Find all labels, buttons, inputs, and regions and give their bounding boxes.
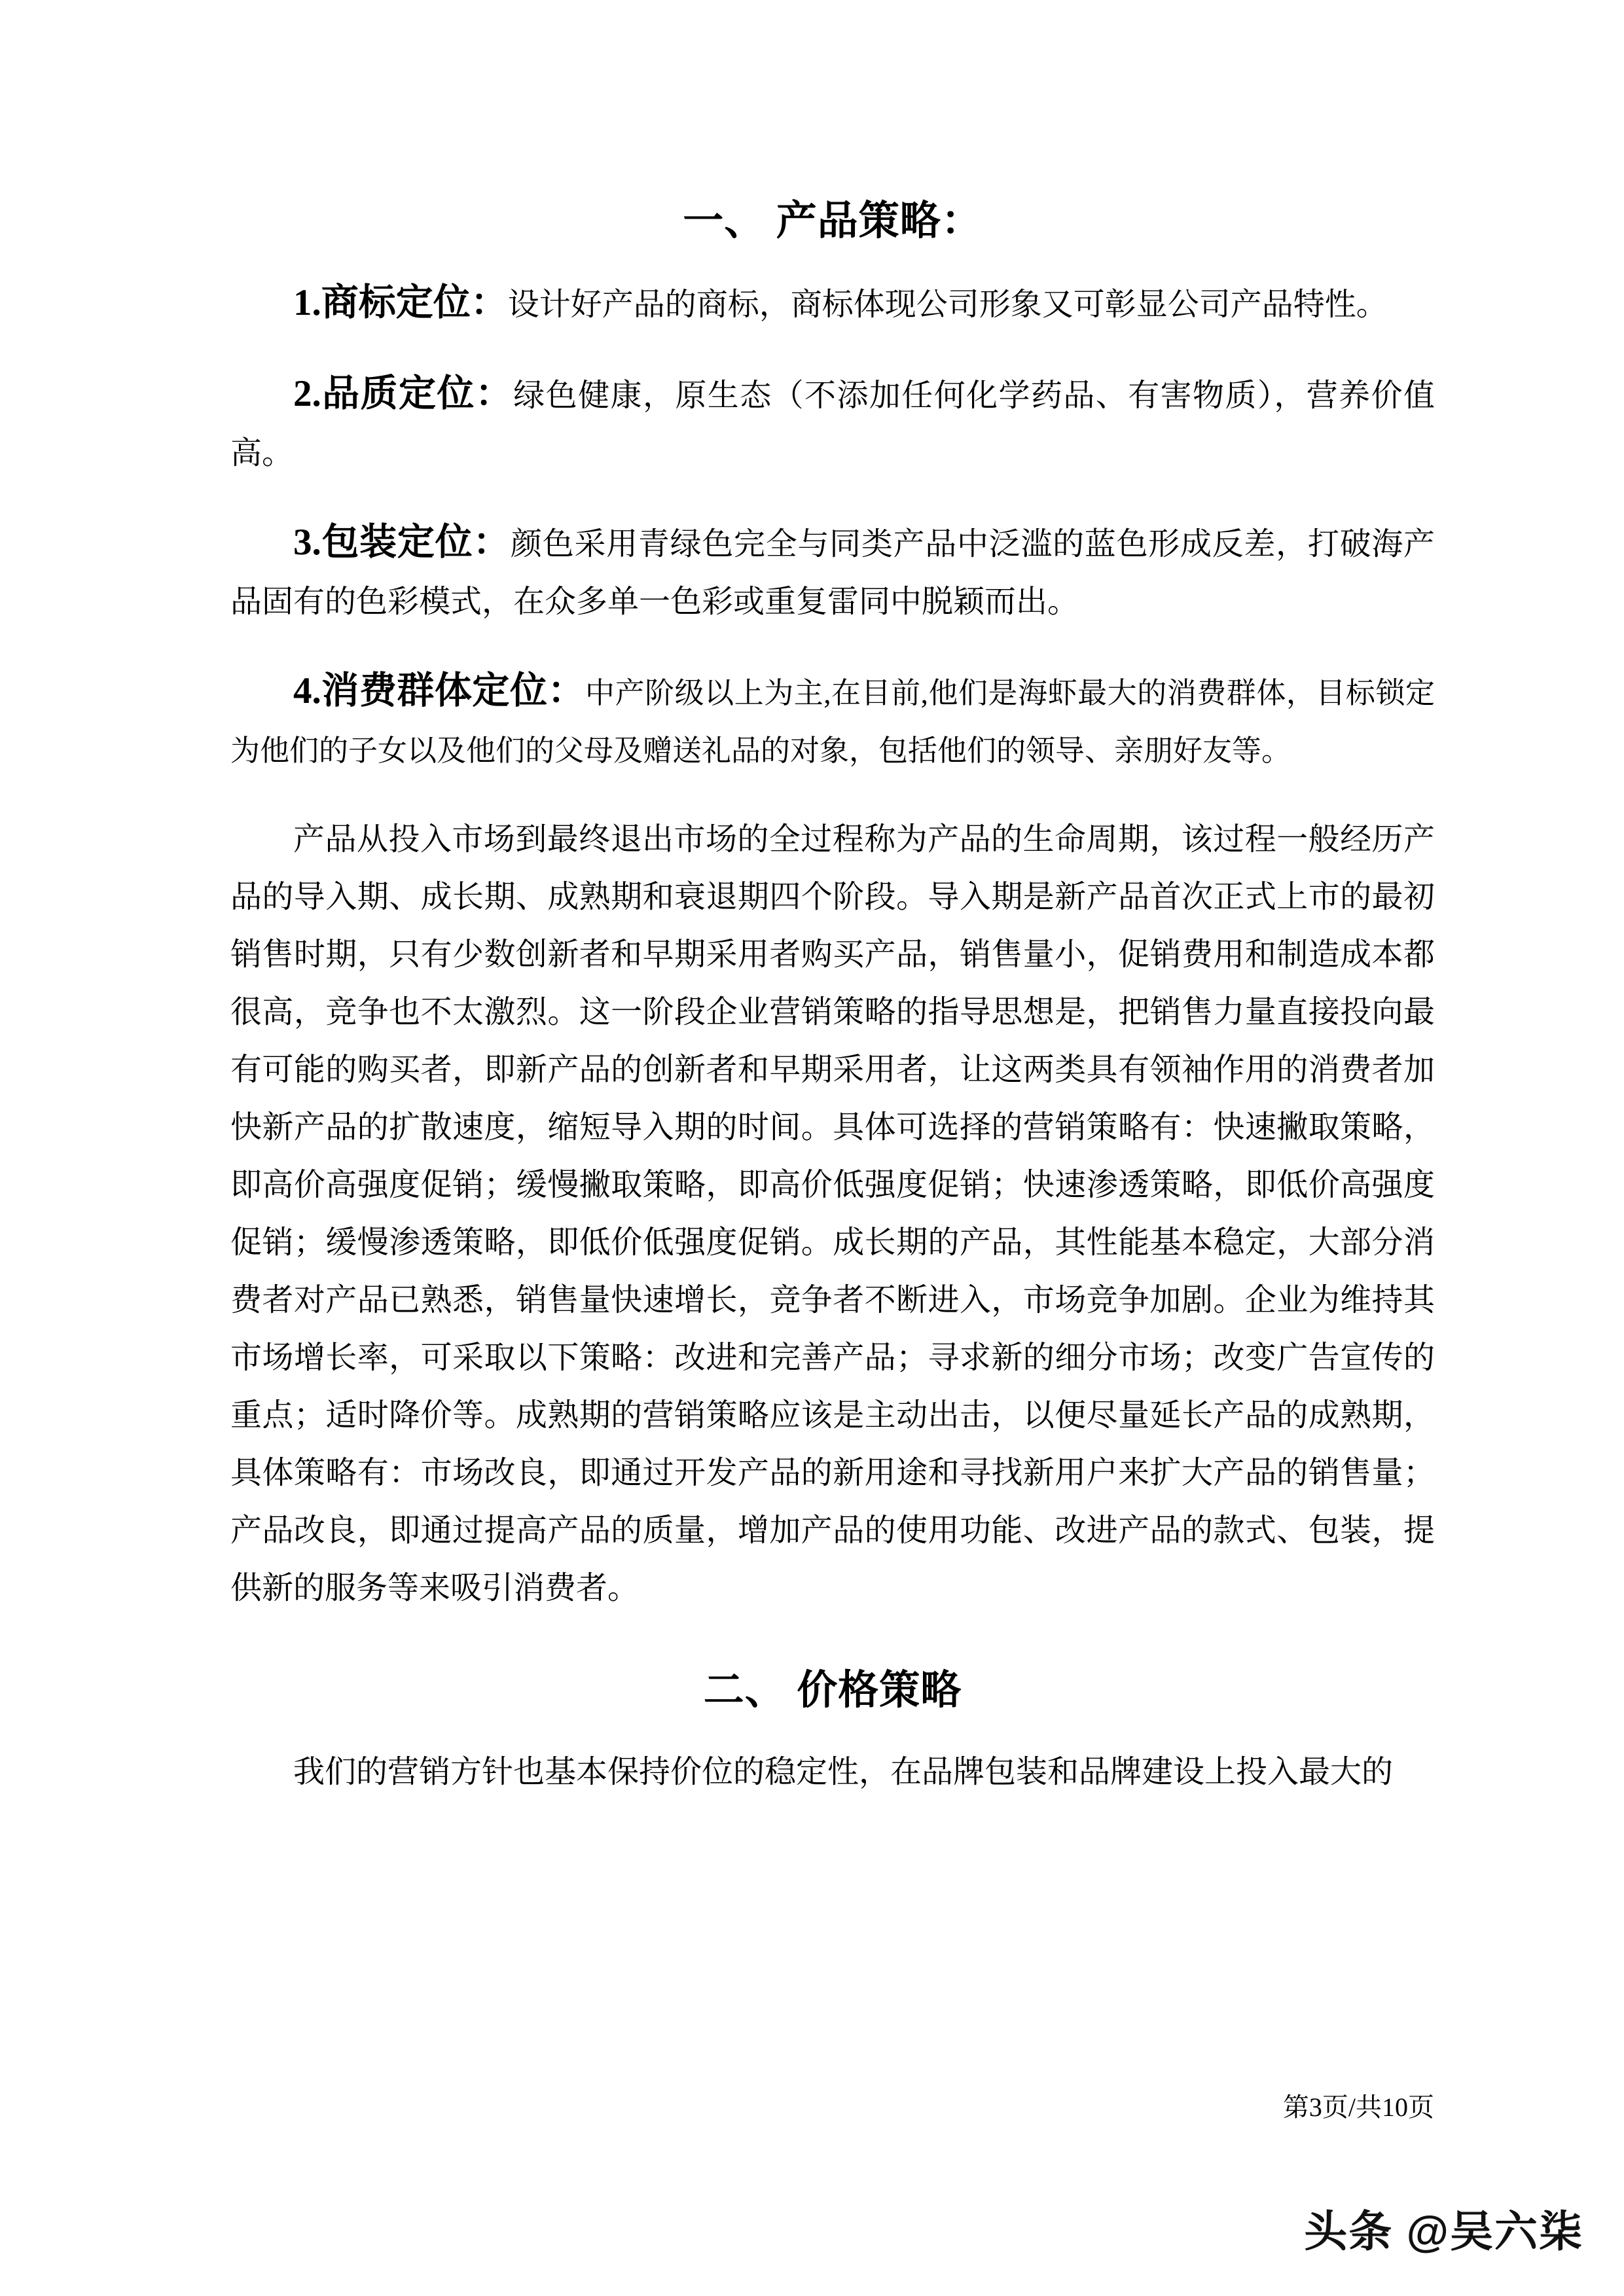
item-term: 1.商标定位： xyxy=(293,282,508,324)
section-heading-product-strategy: 一、 产品策略： xyxy=(683,199,983,243)
body-paragraph-product-lifecycle: 产品从投入市场到最终退出市场的全过程称为产品的生命周期，该过程一般经历产品的导入期、成长期、成熟期和衰退期四个阶段。导入期是新产品首次正式上市的最初销售时期，只有少数创新者和早期采用者购买产品，销售量小，促销费用和制造成本都很高，竞争也不太激烈。这一阶段企业营销策略的指导思想是，把销售力量直接投向最有可能的购买者，即新产品的创新者和早期采用者，让这两类具有领袖作用的消费者加快新产品的扩散速度，缩短导入期的时间。具体可选择的营销策略有：快速撇取策略，即高价高强度促销；缓慢撇取策略，即高价低强度促销；快速渗透策略，即低价高强度促销；缓慢渗透策略，即低价低强度促销。成长期的产品，其性能基本稳定，大部分消费者对产品已熟悉，销售量快速增长，竞争者不断进入，市场竞争加剧。企业为维持其市场增长率，可采取以下策略：改进和完善产品；寻求新的细分市场；改变广告宣传的重点；适时降价等。成熟期的营销策略应该是主动出击，以便尽量延长产品的成熟期，具体策略有：市场改良，即通过开发产品的新用途和寻找新用户来扩大产品的销售量；产品改良，即通过提高产品的质量，增加产品的使用功能、改进产品的款式、包装，提供新的服务等来吸引消费者。 xyxy=(230,822,1435,1606)
document-content xyxy=(230,0,1435,1833)
page-number-footer: 第3页/共10页 xyxy=(1282,2092,1434,2122)
list-item xyxy=(230,514,1435,631)
list-item xyxy=(230,662,1435,780)
item-term: 3.包装定位： xyxy=(293,522,511,564)
item-term: 4.消费群体定位： xyxy=(293,670,586,712)
body-paragraph-price-strategy: 我们的营销方针也基本保持价位的稳定性，在品牌包装和品牌建设上投入最大的 xyxy=(293,1755,1394,1790)
list-item xyxy=(230,274,1435,334)
item-description: 设计好产品的商标，商标体现公司形象又可彰显公司产品特性。 xyxy=(507,287,1388,323)
item-description: 中产阶级以上为主,在目前,他们是海虾最大的消费群体，目标锁定为他们的子女以及他们的父母及赠送礼品的对象，包括他们的领导、亲朋好友等。 xyxy=(230,677,1435,768)
list-item xyxy=(230,365,1435,482)
item-description: 绿色健康，原生态（不添加任何化学药品、有害物质），营养价值高。 xyxy=(230,378,1435,471)
item-term: 2.品质定位： xyxy=(293,373,514,415)
item-description: 颜色采用青绿色完全与同类产品中泛滥的蓝色形成反差，打破海产品固有的色彩模式，在众多单一色彩或重复雷同中脱颖而出。 xyxy=(230,527,1435,620)
watermark: 头条 @吴六柒 xyxy=(1304,2207,1583,2255)
section-heading-price-strategy: 二、 价格策略 xyxy=(703,1668,962,1713)
